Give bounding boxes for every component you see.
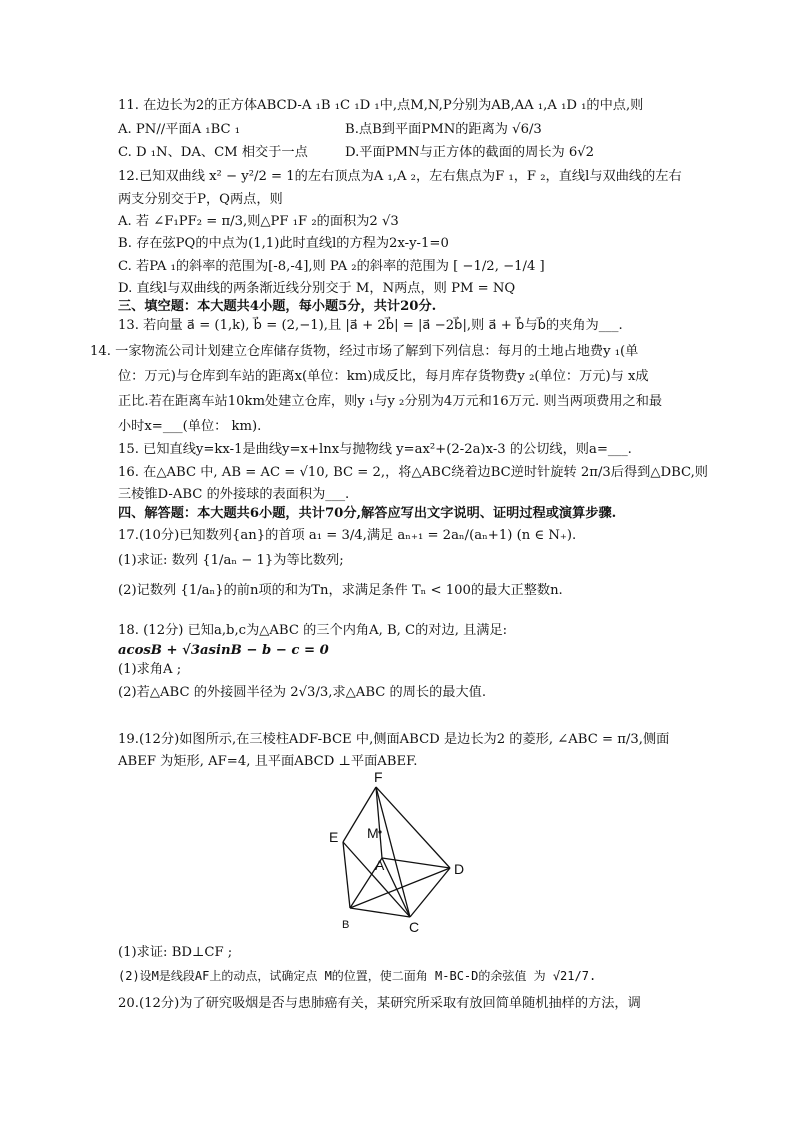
prism-figure: [325, 770, 475, 939]
q18-part1: (1)求角A ;: [118, 662, 182, 677]
q12-stem-line2: 两支分别交于P，Q两点，则: [118, 192, 283, 207]
q12-option-b: B. 存在弦PQ的中点为(1,1)此时直线l的方程为2x-y-1=0: [118, 236, 449, 251]
q15: 15. 已知直线y=kx-1是曲线y=x+lnx与抛物线 y=ax²+(2-2a)x-3 的公切线，则a=___.: [118, 442, 632, 457]
q16-line2: 三棱锥D-ABC 的外接球的表面积为___.: [118, 487, 350, 502]
label-B: B: [342, 919, 350, 931]
label-A: A: [375, 857, 385, 873]
prism-diagram: [325, 770, 475, 935]
label-F: F: [374, 770, 383, 785]
label-M: M: [367, 825, 379, 841]
q11-option-b: B.点B到平面PMN的距离为 √6/3: [345, 122, 542, 137]
q19-line1: 19.(12分)如图所示,在三棱柱ADF-BCE 中,侧面ABCD 是边长为2 的菱形, ∠ABC = π/3,侧面: [118, 732, 670, 747]
q18-stem: 18. (12分) 已知a,b,c为△ABC 的三个内角A, B, C的对边, 且满足:: [118, 623, 508, 638]
q18-equation: acosB + √3asinB − b − c = 0: [118, 643, 329, 658]
q12-option-c: C. 若PA ₁的斜率的范围为[-8,-4],则 PA ₂的斜率的范围为 [ −1/2, −1/4 ]: [118, 259, 545, 274]
edge-AC: [382, 858, 410, 917]
q19-part1: (1)求证: BD⊥CF ;: [118, 945, 233, 960]
edge-BD: [350, 868, 450, 908]
q12-option-a: A. 若 ∠F₁PF₂ = π/3,则△PF ₁F ₂的面积为2 √3: [118, 214, 399, 229]
q17-part2: (2)记数列 {1/aₙ}的前n项的和为Tn，求满足条件 Tₙ < 100的最大正整数n.: [118, 583, 563, 598]
q17-stem: 17.(10分)已知数列{an}的首项 a₁ = 3/4,满足 aₙ₊₁ = 2aₙ/(aₙ+1) (n ∈ N₊).: [118, 528, 577, 543]
q11-option-a: A. PN//平面A ₁BC ₁: [118, 122, 241, 137]
q19-line2: ABEF 为矩形, AF=4, 且平面ABCD ⊥平面ABEF.: [118, 754, 418, 769]
q20-line1: 20.(12分)为了研究吸烟是否与患肺癌有关，某研究所采取有放回简单随机抽样的方法，调: [118, 996, 641, 1011]
q14-line3: 正比.若在距离车站10km处建立仓库，则y ₁与y ₂分别为4万元和16万元. 则当两项费用之和最: [118, 394, 663, 409]
q18-part2: (2)若△ABC 的外接圆半径为 2√3/3,求△ABC 的周长的最大值.: [118, 685, 487, 700]
q17-part1: (1)求证: 数列 {1/aₙ − 1}为等比数列;: [118, 553, 344, 568]
q14-line1: 14. 一家物流公司计划建立仓库储存货物，经过市场了解到下列信息：每月的土地占地费y ₁(单: [90, 344, 639, 359]
section-4-heading: 四、解答题：本大题共6小题，共计70分,解答应写出文字说明、证明过程或演算步骤.: [118, 506, 617, 521]
edge-BC: [350, 908, 410, 917]
q14-line2: 位：万元)与仓库到车站的距离x(单位：km)成反比，每月库存货物费y ₂(单位：万元)与 x成: [118, 369, 649, 384]
q12-stem-line1: 12.已知双曲线 x² − y²/2 = 1的左右顶点为A ₁,A ₂，左右焦点为F ₁，F ₂，直线l与双曲线的左右: [118, 169, 682, 184]
q12-option-d: D. 直线l与双曲线的两条渐近线分别交于 M，N两点，则 PM = NQ: [118, 281, 516, 296]
section-3-heading: 三、填空题：本大题共4小题，每小题5分，共计20分.: [118, 299, 437, 314]
q11-option-d: D.平面PMN与正方体的截面的周长为 6√2: [345, 145, 595, 160]
q11-option-c: C. D ₁N、DA、CM 相交于一点: [118, 145, 308, 160]
q11-stem: 11. 在边长为2的正方体ABCD-A ₁B ₁C ₁D ₁中,点M,N,P分别为AB,AA ₁,A ₁D ₁的中点,则: [118, 98, 644, 113]
point-M: [378, 830, 381, 833]
q19-part2: (2)设M是线段AF上的动点，试确定点 M的位置，使二面角 M-BC-D的余弦值 为 √21/7.: [118, 969, 597, 983]
q14-line4: 小时x=___(单位： km).: [118, 419, 262, 434]
q16-line1: 16. 在△ABC 中, AB = AC = √10, BC = 2,，将△ABC绕着边BC逆时针旋转 2π/3后得到△DBC,则: [118, 465, 708, 480]
label-E: E: [329, 829, 339, 845]
label-C: C: [409, 919, 420, 935]
edge-EB: [343, 842, 350, 908]
edge-AD: [382, 858, 450, 868]
label-D: D: [454, 861, 465, 877]
q13: 13. 若向量 a⃗ = (1,k), b⃗ = (2,−1),且 |a⃗ + 2b⃗| = |a⃗ −2b⃗|,则 a⃗ + b⃗与b⃗的夹角为___.: [118, 318, 623, 333]
